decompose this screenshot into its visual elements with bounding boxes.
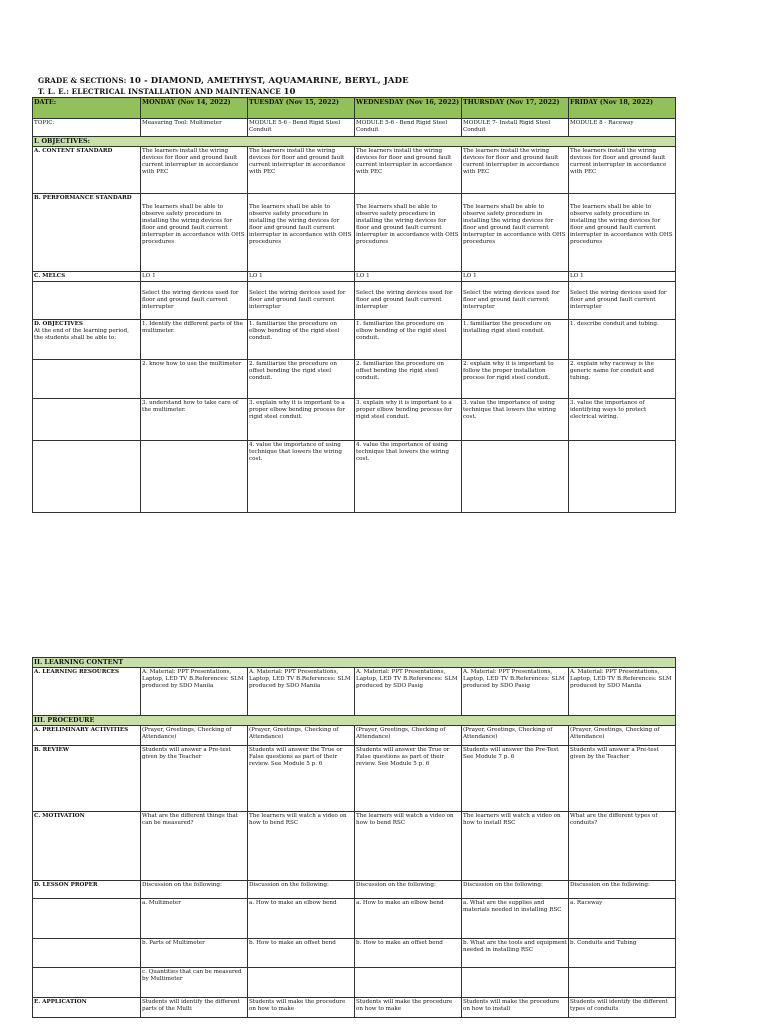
lesson-proper-label: D. LESSON PROPER [33, 881, 141, 899]
melcs-lo: LO 1 [569, 272, 676, 282]
learning-resources-cell: A. Material: PPT Presentations, Laptop, LED TV B.References: SLM produced by SDO Manila [569, 668, 676, 716]
learning-resources-cell: A. Material: PPT Presentations, Laptop, LED TV B.References: SLM produced by SDO Pasig [355, 668, 462, 716]
topic-cell: MODULE 5-6 - Bend Rigid Steel Conduit [248, 119, 355, 137]
date-row [33, 98, 676, 119]
performance-standard-row [33, 194, 676, 272]
learning-content-section-row [33, 658, 676, 668]
objective-cell: 1. Identify the different parts of the multimeter. [141, 320, 248, 360]
motivation-cell: What are the different types of conduits? [569, 812, 676, 881]
content-standard-cell: The learners install the wiring devices for floor and ground fault current interrupter in accordance with PEC [248, 147, 355, 194]
performance-standard-cell: The learners shall be able to observe safety procedure in installing the wiring devices for floor and ground fault current interrupter in accordance with OHS procedures [569, 194, 676, 272]
topic-label: TOPIC: [33, 119, 141, 137]
application-cell: Students will identify the different parts of the Multi [141, 998, 248, 1018]
date-label: DATE: [33, 98, 141, 119]
objectives-section-row [33, 137, 676, 147]
melcs-cell: Select the wiring devices used for floor and ground fault current interrupter [355, 282, 462, 320]
melcs-cell: Select the wiring devices used for floor and ground fault current interrupter [569, 282, 676, 320]
objective-row [33, 399, 676, 441]
lesson-proper-row [33, 899, 676, 939]
objective-cell: 3. value the importance of identifying ways to protect electrical wiring. [569, 399, 676, 441]
objective-cell [569, 441, 676, 513]
objective-cell: 1. describe conduit and tubing. [569, 320, 676, 360]
performance-standard-label: B. PERFORMANCE STANDARD [33, 194, 141, 272]
procedure-section-row [33, 716, 676, 726]
lesson-proper-cell [248, 968, 355, 998]
objective-cell: 4. value the importance of using technique that lowers the wiring cost. [355, 441, 462, 513]
melcs-lo: LO 1 [462, 272, 569, 282]
lesson-proper-cell: b. Parts of Multimeter [141, 939, 248, 968]
lesson-proper-cell: c. Quantities that can be measured by Multimeter [141, 968, 248, 998]
learning-resources-cell: A. Material: PPT Presentations, Laptop, LED TV B.References: SLM produced by SDO Manila [248, 668, 355, 716]
lesson-proper-cell: b. What are the tools and equipment needed in installing RSC [462, 939, 569, 968]
performance-standard-cell: The learners shall be able to observe safety procedure in installing the wiring devices for floor and ground fault current interrupter in accordance with OHS procedures [141, 194, 248, 272]
melcs-row [33, 272, 676, 282]
topic-cell: MODULE 8 - Raceway [569, 119, 676, 137]
melcs-cell: Select the wiring devices used for floor and ground fault current interrupter [141, 282, 248, 320]
lesson-proper-row [33, 939, 676, 968]
lesson-proper-row [33, 881, 676, 899]
learning-resources-row [33, 668, 676, 716]
objective-cell: 2. know how to use the multimeter [141, 360, 248, 399]
lesson-proper-row [33, 968, 676, 998]
lesson-proper-cell [462, 968, 569, 998]
lesson-proper-intro: Discussion on the following: [355, 881, 462, 899]
objective-cell: 1. familiarize the procedure on elbow bending of the rigid steel conduit. [248, 320, 355, 360]
objective-cell [462, 441, 569, 513]
lesson-proper-cell: a. How to make an elbow bend [248, 899, 355, 939]
objective-cell: 3. value the importance of using technique that lowers the wiring cost. [462, 399, 569, 441]
preliminary-cell: (Prayer, Greetings, Checking of Attendance) [569, 726, 676, 746]
motivation-row [33, 812, 676, 881]
objective-row [33, 320, 676, 360]
learning-resources-cell: A. Material: PPT Presentations, Laptop, LED TV B.References: SLM produced by SDO Pasig [462, 668, 569, 716]
objective-cell: 2. familiarize the procedure on offset bending the rigid steel conduit. [355, 360, 462, 399]
lesson-proper-cell: a. What are the supplies and materials needed in installing RSC [462, 899, 569, 939]
review-cell: Students will answer a Pre-test given by the Teacher [569, 746, 676, 812]
objectives-sub-label: At the end of the learning period, the students shall be able to: [34, 328, 129, 341]
application-row [33, 998, 676, 1018]
preliminary-cell: (Prayer, Greetings, Checking of Attendance) [355, 726, 462, 746]
preliminary-cell: (Prayer, Greetings, Checking of Attendance) [248, 726, 355, 746]
content-standard-cell: The learners install the wiring devices for floor and ground fault current interrupter in accordance with PEC [141, 147, 248, 194]
content-standard-label: A. CONTENT STANDARD [33, 147, 141, 194]
review-cell: Students will answer the Pre-Test See Module 7 p. 6 [462, 746, 569, 812]
day-friday: FRIDAY (Nov 18, 2022) [569, 98, 676, 119]
learning-resources-label: A. LEARNING RESOURCES [33, 668, 141, 716]
procedure-table [32, 657, 676, 1018]
lesson-proper-cell: b. Conduits and Tubing [569, 939, 676, 968]
performance-standard-cell: The learners shall be able to observe safety procedure in installing the wiring devices for floor and ground fault current interrupter in accordance with OHS procedures [462, 194, 569, 272]
content-standard-cell: The learners install the wiring devices for floor and ground fault current interrupter in accordance with PEC [462, 147, 569, 194]
review-cell: Students will answer the True or False questions as part of their review. See Module 5 p. 6 [355, 746, 462, 812]
motivation-cell: The learners will watch a video on how to install RSC [462, 812, 569, 881]
melcs-lo: LO 1 [141, 272, 248, 282]
review-label: B. REVIEW [33, 746, 141, 812]
objective-row [33, 441, 676, 513]
day-monday: MONDAY (Nov 14, 2022) [141, 98, 248, 119]
preliminary-cell: (Prayer, Greetings, Checking of Attendance) [462, 726, 569, 746]
melcs-lo: LO 1 [355, 272, 462, 282]
lesson-proper-intro: Discussion on the following: [462, 881, 569, 899]
motivation-cell: The learners will watch a video on how to bend RSC [355, 812, 462, 881]
lesson-proper-cell: b. How to make an offset bend [248, 939, 355, 968]
learning-content-header: II. LEARNING CONTENT [33, 658, 676, 668]
motivation-cell: The learners will watch a video on how to bend RSC [248, 812, 355, 881]
grade-sections-line: GRADE & SECTIONS: 10 - DIAMOND, AMETHYST, AQUAMARINE, BERYL, JADE [38, 76, 409, 86]
lesson-proper-cell: a. How to make an elbow bend [355, 899, 462, 939]
topic-cell: MODULE 5-6 - Bend Rigid Steel Conduit [355, 119, 462, 137]
application-cell: Students will make the procedure on how to make [355, 998, 462, 1018]
lesson-proper-cell: a. Multimeter [141, 899, 248, 939]
lesson-proper-cell: b. How to make an offset bend [355, 939, 462, 968]
objectives-table [32, 97, 676, 513]
melcs-label: C. MELCS [33, 272, 141, 282]
objective-cell [141, 441, 248, 513]
objectives-label: D. OBJECTIVES [34, 321, 83, 327]
application-cell: Students will identify the different types of conduits [569, 998, 676, 1018]
review-row [33, 746, 676, 812]
melcs-lo: LO 1 [248, 272, 355, 282]
topic-cell: MODULE 7- Install Rigid Steel Conduit [462, 119, 569, 137]
review-cell: Students will answer a Pre-test given by the Teacher [141, 746, 248, 812]
procedure-header: III. PROCEDURE [33, 716, 676, 726]
objectives-label-cell [33, 320, 141, 360]
application-label: E. APPLICATION [33, 998, 141, 1018]
lesson-proper-intro: Discussion on the following: [569, 881, 676, 899]
review-cell: Students will answer the True or False questions as part of their review. See Module 5 p. 6 [248, 746, 355, 812]
objective-row [33, 360, 676, 399]
topic-row [33, 119, 676, 137]
melcs-text-row [33, 282, 676, 320]
day-thursday: THURSDAY (Nov 17, 2022) [462, 98, 569, 119]
lesson-proper-intro: Discussion on the following: [141, 881, 248, 899]
application-cell: Students will make the procedure on how to make [248, 998, 355, 1018]
motivation-label: C. MOTIVATION [33, 812, 141, 881]
objective-cell: 2. explain why raceway is the generic name for conduit and tubing. [569, 360, 676, 399]
performance-standard-cell: The learners shall be able to observe safety procedure in installing the wiring devices for floor and ground fault current interrupter in accordance with OHS procedures [248, 194, 355, 272]
performance-standard-cell: The learners shall be able to observe safety procedure in installing the wiring devices for floor and ground fault current interrupter in accordance with OHS procedures [355, 194, 462, 272]
melcs-cell: Select the wiring devices used for floor and ground fault current interrupter [248, 282, 355, 320]
application-cell: Students will make the procedure on how to install [462, 998, 569, 1018]
objective-cell: 1. familiarize the procedure on installing rigid steel conduit. [462, 320, 569, 360]
preliminary-label: A. PRELIMINARY ACTIVITIES [33, 726, 141, 746]
content-standard-row [33, 147, 676, 194]
day-wednesday: WEDNESDAY (Nov 16, 2022) [355, 98, 462, 119]
learning-resources-cell: A. Material: PPT Presentations, Laptop, LED TV B.References: SLM produced by SDO Manila [141, 668, 248, 716]
motivation-cell: What are the different things that can be measured? [141, 812, 248, 881]
content-standard-cell: The learners install the wiring devices for floor and ground fault current interrupter in accordance with PEC [355, 147, 462, 194]
melcs-cell: Select the wiring devices used for floor and ground fault current interrupter [462, 282, 569, 320]
objective-cell: 3. understand how to take care of the multimeter. [141, 399, 248, 441]
lesson-proper-cell: a. Raceway [569, 899, 676, 939]
preliminary-cell: (Prayer, Greetings, Checking of Attendance) [141, 726, 248, 746]
objectives-header: I. OBJECTIVES: [33, 137, 676, 147]
objective-cell: 3. explain why it is important to a proper elbow bending process for rigid steel conduit. [355, 399, 462, 441]
lesson-proper-cell [355, 968, 462, 998]
subject-line: T. L. E.: ELECTRICAL INSTALLATION AND MAINTENANCE 10 [38, 87, 296, 97]
lesson-proper-cell [569, 968, 676, 998]
preliminary-row [33, 726, 676, 746]
objective-cell: 2. explain why it is important to follow the proper installation process for rigid steel conduit. [462, 360, 569, 399]
day-tuesday: TUESDAY (Nov 15, 2022) [248, 98, 355, 119]
lesson-proper-intro: Discussion on the following: [248, 881, 355, 899]
objective-cell: 4. value the importance of using technique that lowers the wiring cost. [248, 441, 355, 513]
topic-cell: Measuring Tool: Multimeter [141, 119, 248, 137]
objective-cell: 1. familiarize the procedure on elbow bending of the rigid steel conduit. [355, 320, 462, 360]
objective-cell: 3. explain why it is important to a proper elbow bending process for rigid steel conduit. [248, 399, 355, 441]
content-standard-cell: The learners install the wiring devices for floor and ground fault current interrupter in accordance with PEC [569, 147, 676, 194]
objective-cell: 2. familiarize the procedure on offset bending the rigid steel conduit. [248, 360, 355, 399]
